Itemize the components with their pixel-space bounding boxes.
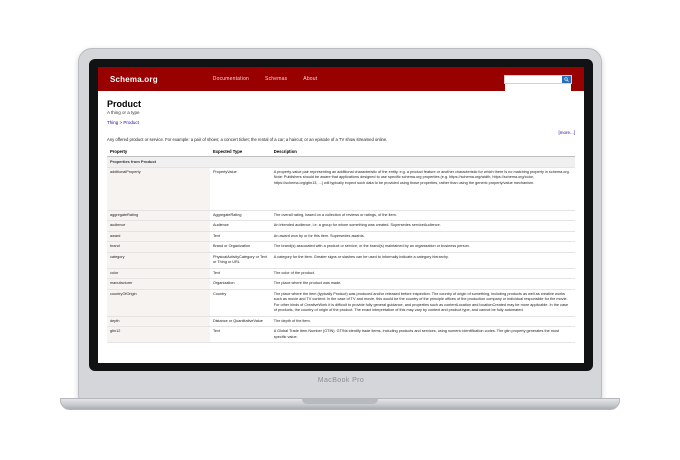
breadcrumb-separator: > — [118, 120, 124, 125]
column-header-property: Property — [107, 147, 210, 157]
property-type[interactable]: Distance or QuantitativeValue — [210, 316, 271, 327]
breadcrumb-current[interactable]: Product — [123, 120, 139, 125]
breadcrumb — [107, 120, 575, 125]
property-description: The place where the item (typically Product) was produced and/or released before inspection. The country of origin of something, including products as well as creative works such as movie and TV content. In the case of TV and movie, this would be the country of the principle offices of the production company or individual responsible for the movie. For other kinds of CreativeWork it is difficult to provide fully general guidance, and properties such as contentLocation and locationCreated may be more applicable. In the case of products, the country of origin of the product. The exact interpretation of this may vary by context and product type, and cannot be fully automated. — [271, 289, 575, 316]
page-subtitle: A thing or a type — [107, 110, 140, 115]
property-description: A property-value pair representing an additional characteristic of the entity, e.g. a product feature or another characteristic for which there is no matching property in schema.org. Note: Publishers should be aware that applications designed to use specific schema.org properties (e.g. https://schema.org/width, https://schema.org/color, https://schema.org/gtin13, ...) will typically expect such data to be provided using those properties, rather than using the generic property/value mechanism. — [271, 167, 575, 210]
site-header — [98, 67, 584, 91]
device-model-label: MacBook Pro — [317, 377, 365, 384]
property-type[interactable]: Brand or Organization — [210, 242, 271, 253]
more-link-row — [107, 130, 575, 135]
property-type[interactable]: Organization — [210, 279, 271, 290]
property-type[interactable]: Text — [210, 327, 271, 343]
laptop-bezel — [89, 59, 593, 371]
column-header-expected-type: Expected Type — [210, 147, 271, 157]
property-name[interactable]: audience — [107, 221, 210, 232]
nav-item-schemas[interactable]: Schemas — [265, 76, 288, 82]
property-name[interactable]: aggregateRating — [107, 210, 210, 221]
property-description: The depth of the item. — [271, 316, 575, 327]
laptop-screen — [98, 67, 584, 363]
table-header-row — [107, 147, 575, 157]
search-input[interactable] — [505, 84, 571, 91]
property-description: The place where the product was made. — [271, 279, 575, 290]
table-row — [107, 210, 575, 221]
table-row — [107, 279, 575, 290]
property-description: The brand(s) associated with a product or service, or the brand(s) maintained by an organization or business person. — [271, 242, 575, 253]
nav-item-about[interactable]: About — [303, 76, 318, 82]
property-type[interactable]: Text — [210, 231, 271, 242]
property-name[interactable]: depth — [107, 316, 210, 327]
property-name[interactable]: additionalProperty — [107, 167, 210, 210]
property-description: A category for the item. Greater signs or slashes can be used to informally indicate a category hierarchy. — [271, 252, 575, 268]
property-name[interactable]: award — [107, 231, 210, 242]
property-name[interactable]: manufacturer — [107, 279, 210, 290]
table-row — [107, 231, 575, 242]
property-description: An intended audience, i.e. a group for whom something was created. Supersedes serviceAudience. — [271, 221, 575, 232]
property-name[interactable]: color — [107, 268, 210, 279]
table-row — [107, 289, 575, 316]
property-description: A Global Trade Item Number (GTIN). GTINs identify trade items, including products and services, using numeric identification codes. The gtin property generates the most specific value. — [271, 327, 575, 343]
property-description: The overall rating, based on a collection of reviews or ratings, of the item. — [271, 210, 575, 221]
laptop-base — [60, 398, 620, 410]
laptop-base-notch — [302, 399, 378, 404]
property-type[interactable]: Country — [210, 289, 271, 316]
section-label: Properties from Product — [107, 157, 575, 168]
property-name[interactable]: countryOfOrigin — [107, 289, 210, 316]
table-row — [107, 252, 575, 268]
main-nav — [213, 76, 504, 82]
property-type[interactable]: PhysicalActivityCategory or Text or Thing or URL — [210, 252, 271, 268]
properties-table — [107, 147, 575, 343]
property-name[interactable]: category — [107, 252, 210, 268]
property-type[interactable]: AggregateRating — [210, 210, 271, 221]
laptop-lid — [78, 48, 602, 400]
table-row — [107, 167, 575, 210]
breadcrumb-root[interactable]: Thing — [107, 120, 119, 125]
property-type[interactable]: PropertyValue — [210, 167, 271, 210]
more-link[interactable]: [more...] — [558, 130, 575, 135]
property-name[interactable]: gtin12 — [107, 327, 210, 343]
property-name[interactable]: brand — [107, 242, 210, 253]
property-description: An award won by or for this item. Supersedes awards. — [271, 231, 575, 242]
search-box[interactable] — [504, 75, 572, 84]
search-icon[interactable] — [562, 76, 571, 83]
property-type[interactable]: Text — [210, 268, 271, 279]
property-type[interactable]: Audience — [210, 221, 271, 232]
table-row — [107, 242, 575, 253]
table-row — [107, 327, 575, 343]
table-row — [107, 316, 575, 327]
nav-item-documentation[interactable]: Documentation — [212, 76, 250, 82]
page-content — [98, 91, 584, 363]
column-header-description: Description — [271, 147, 575, 157]
property-description: The color of the product. — [271, 268, 575, 279]
laptop-mockup — [78, 48, 602, 400]
page-title: Product — [107, 99, 142, 109]
table-section-row — [107, 157, 575, 168]
table-row — [107, 268, 575, 279]
table-row — [107, 221, 575, 232]
page-description: Any offered product or service. For example: a pair of shoes; a concert ticket; the rental of a car; a haircut; or an episode of a TV show streamed online. — [107, 137, 388, 142]
site-logo[interactable]: Schema.org — [110, 74, 158, 84]
